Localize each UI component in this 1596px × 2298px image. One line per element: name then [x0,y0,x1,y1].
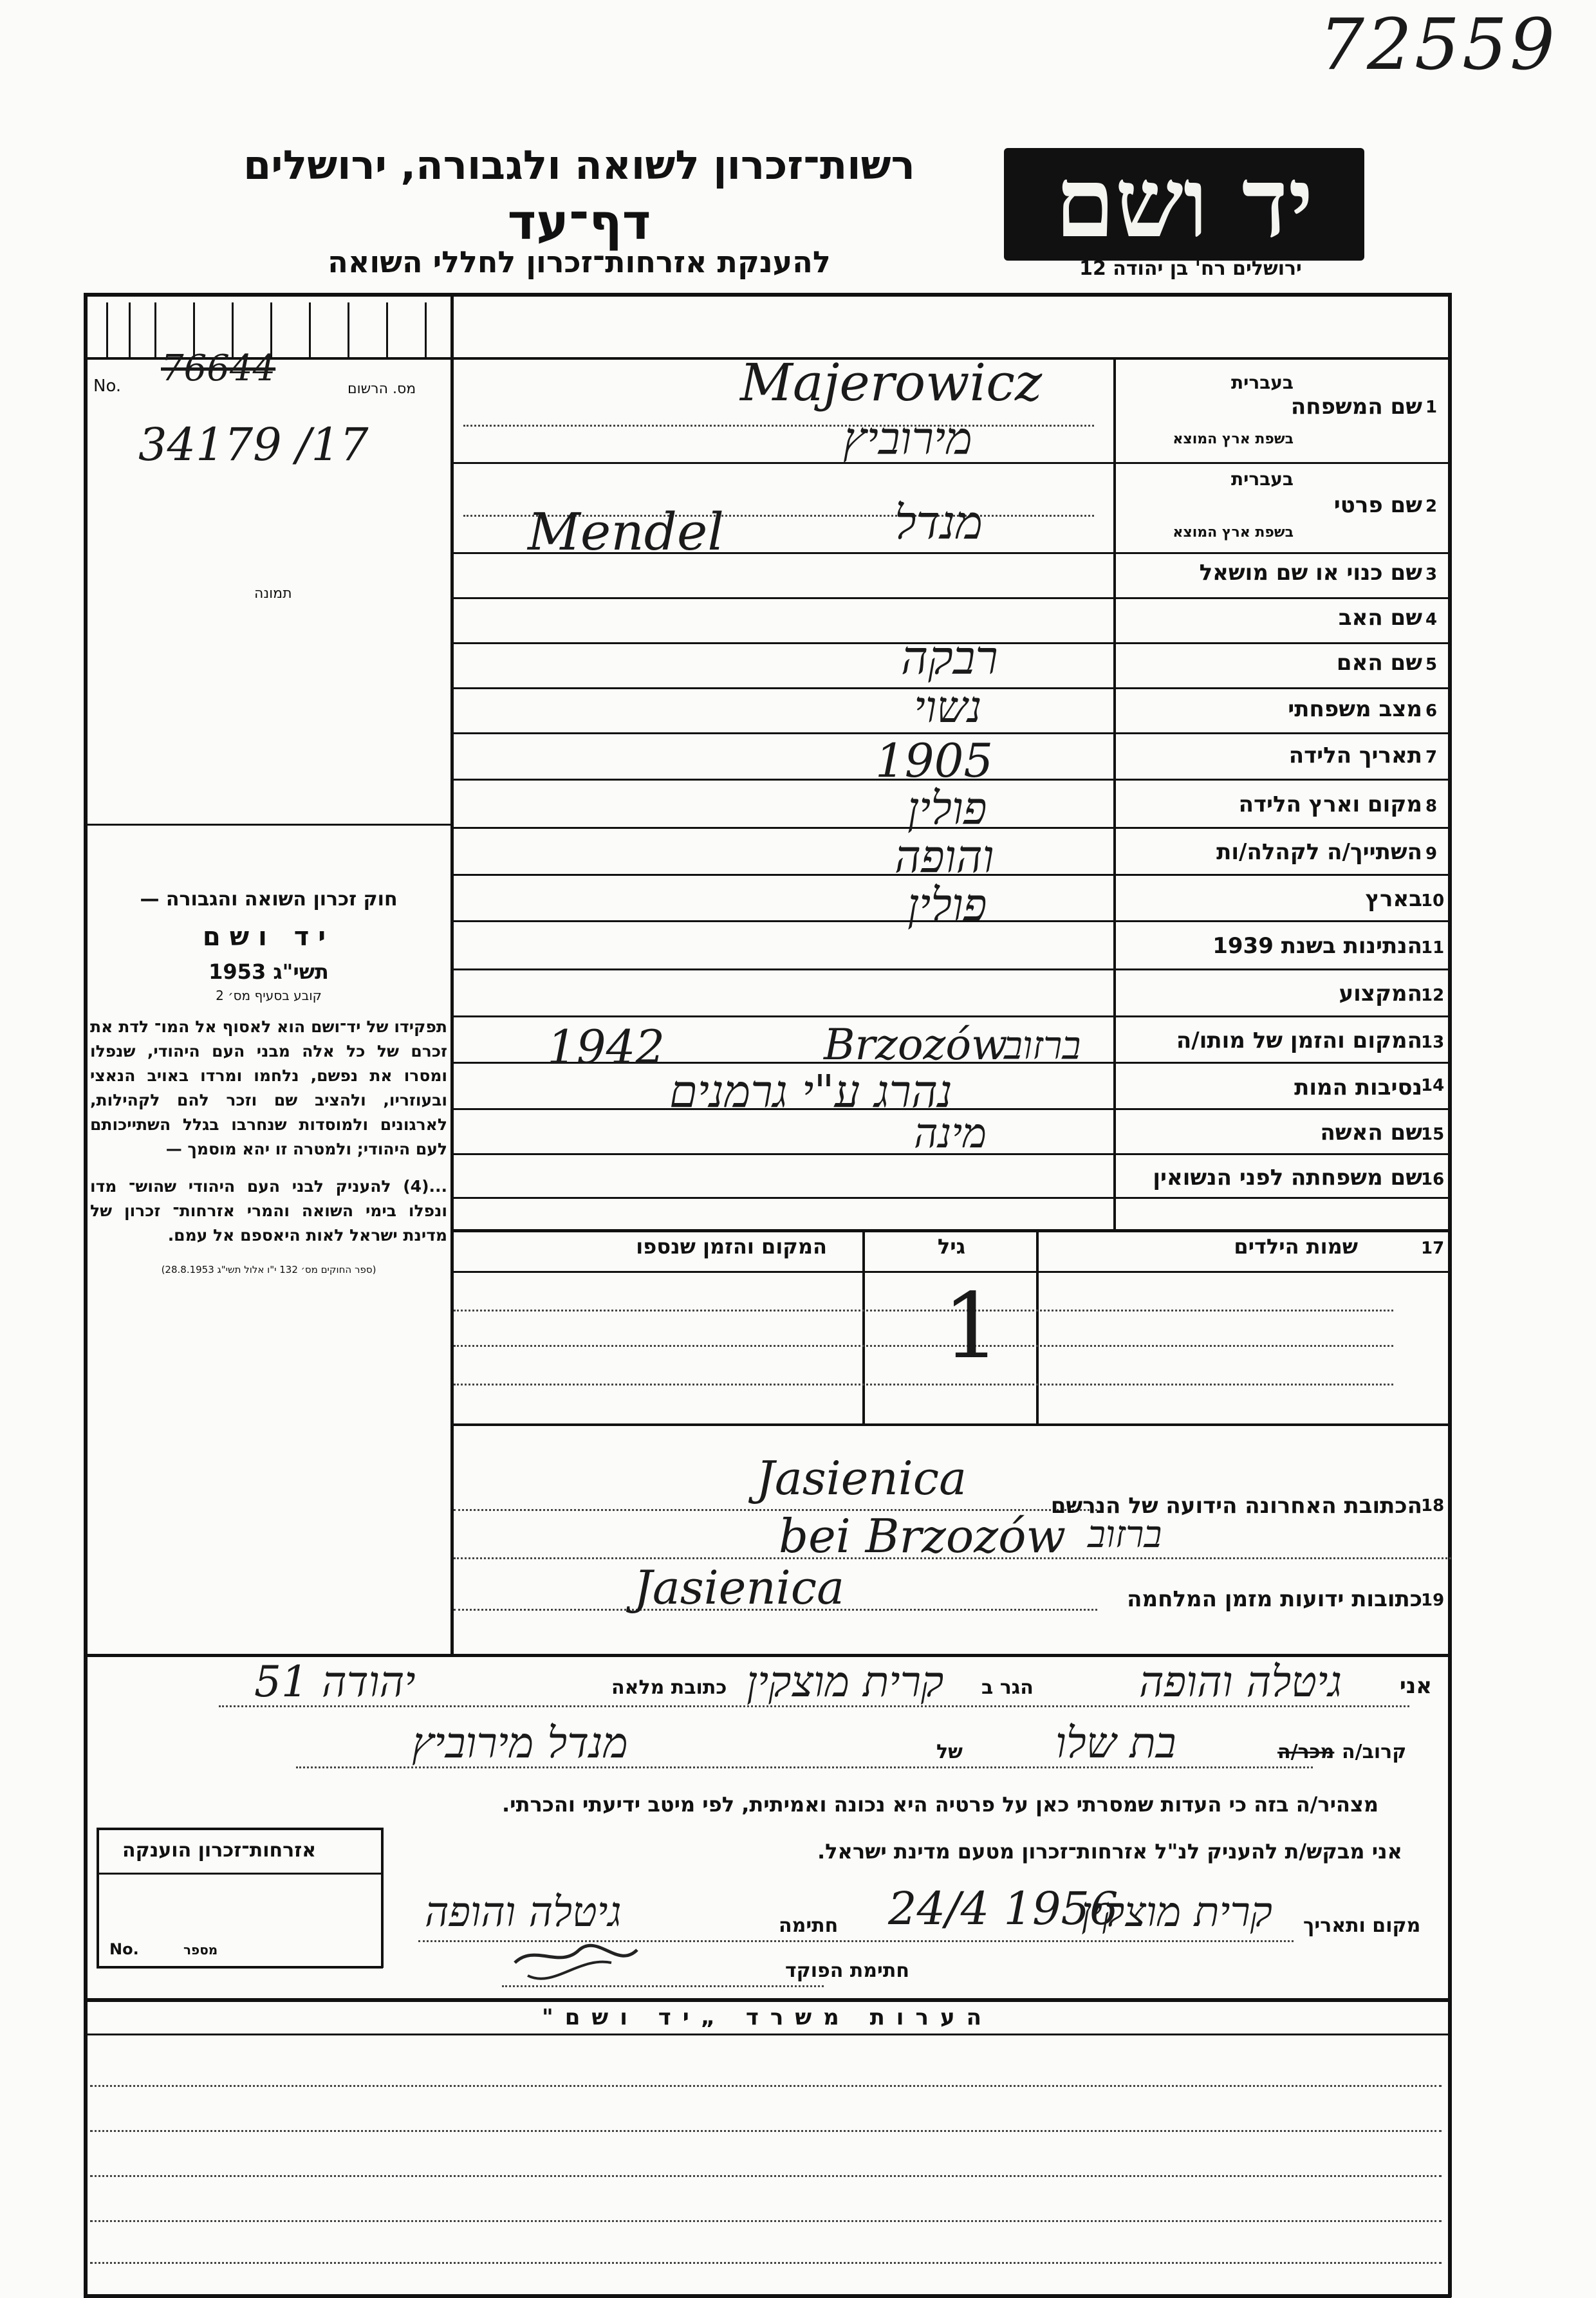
community: והופה [895,830,994,883]
field-19-label: כתובות ידועות מזמן המלחמה [1127,1586,1422,1612]
form-subtitle: להענקת אזרחות־זכרון לחללי השואה [328,245,831,279]
decl-date: 24/4 1956 [888,1882,1118,1935]
stamp-box-number-label: מספר [183,1942,218,1958]
reg-number: 34179 /17 [138,418,369,471]
field-15-label: שם האשה [1320,1120,1422,1145]
field-12-num: 12 [1421,986,1445,1005]
field-3-label: שם כנוי או שם מושאל [1199,560,1422,586]
death-place-hebrew: ברזוב [1004,1023,1081,1068]
field-13-label: המקום והזמן של מותו/ה [1176,1028,1422,1053]
logo-address: ירושלים רח' בן יהודה 12 [1079,257,1302,280]
field-1-num: 1 [1425,398,1438,417]
field-19-num: 19 [1421,1591,1445,1610]
reg-number-struck: 76644 [161,347,276,389]
field-1-sub-native: בשפת ארץ המוצא [1173,431,1294,447]
reg-label: מס. הרשום [348,381,416,397]
last-address-line2: bei Brzozów [779,1509,1066,1563]
stamp-box-title: אזרחות־זכרון הוענקה [122,1839,317,1862]
law-clause: קובע בסעיף מס׳ 2 [216,988,322,1003]
decl-signature: גיטלה והופה [425,1889,622,1936]
officer-signature-label: חתימת הפוקד [785,1960,909,1982]
decl-name: גיטלה והופה [1139,1657,1342,1707]
country: פולין [907,878,987,931]
field-7-num: 7 [1425,748,1438,767]
field-9-label: השתייך/ה לקהלה/ות [1216,839,1422,865]
field-11-num: 11 [1421,938,1445,958]
authority-title: רשות־זכרון לשואה ולגבורה, ירושלים [243,142,915,189]
field-2-label: שם פרטי [1333,492,1422,518]
last-address-line1: Jasienica [756,1451,967,1505]
decl-relation-label: קרוב/ה [1342,1741,1407,1763]
field-2-sub-native: בשפת ארץ המוצא [1173,524,1294,541]
field-2-num: 2 [1425,497,1438,516]
field-2-sub-hebrew: בעברית [1230,468,1294,490]
surname-native: Majerowicz [740,353,1043,412]
death-place: Brzozów [824,1020,1008,1070]
decl-relation: בת שלו [1055,1718,1176,1768]
law-year: תשי"ג 1953 [209,959,329,984]
decl-of: של [936,1741,963,1763]
field-5-num: 5 [1425,655,1438,674]
decl-relative-name: מנדל מירוביץ [412,1718,628,1768]
decl-place: קרית מוצקין [1081,1889,1273,1936]
remarks-title: הערות משרד „יד ושם" [542,2005,993,2030]
field-8-num: 8 [1425,797,1438,816]
law-name: יד ושם [202,922,335,952]
death-circumstances: נהרג ע"י גרמנים [669,1065,952,1118]
wife-name: מינה [914,1110,987,1158]
field-10-num: 10 [1421,891,1445,911]
place-date-label: מקום ותאריך [1303,1914,1421,1937]
field-14-num: 14 [1421,1076,1445,1095]
field-11-label: הנתינות בשנת 1939 [1212,933,1422,959]
yad-vashem-logo: יד ושם [1004,148,1364,261]
children-age-header: גיל [937,1234,965,1259]
field-1-label: שם המשפחה [1290,394,1422,420]
law-source: (ספר החוקים מס׳ 132 י"ו אלול תשי"ג 28.8.1953) [161,1264,376,1275]
field-10-label: בארץ [1365,886,1422,912]
death-year: 1942 [547,1020,665,1074]
signature-label: חתימה [779,1914,839,1937]
field-18-label: הכתובת האחרונה הידועה של הנרשם [1050,1493,1422,1519]
field-13-num: 13 [1421,1033,1445,1052]
mother-name: רבקה [901,631,998,685]
children-names-header: שמות הילדים [1234,1234,1358,1259]
stamp-box-no: No. [109,1940,139,1958]
field-12-label: המקצוע [1339,981,1422,1006]
decl-full-address-label: כתובת מלאה [611,1676,727,1699]
firstname-hebrew: מנדל [895,496,983,550]
decl-city: קרית מוצקין [747,1657,944,1707]
field-14-label: נסיבות המות [1294,1075,1422,1100]
last-address-line2-hebrew: ברזוב [1088,1512,1162,1556]
photo-label: תמונה [254,586,292,602]
decl-ani: אני [1399,1673,1432,1699]
field-17-num: 17 [1421,1239,1445,1258]
field-16-label: שם משפחתה לפני הנשואין [1153,1165,1422,1191]
children-count: 1 [943,1274,1001,1379]
firstname-native: Mendel [528,502,724,562]
law-text-2: ...(4) להעניק לבני העם היהודי שהוש־ מדו ונפלו בימי השואה והמרי אזרחות־ זכרון של מדינת ישראל לאות היאספם אל עמם. [90,1177,447,1245]
field-7-label: תאריך הלידה [1288,743,1422,768]
war-address: Jasienica [634,1561,845,1615]
law-text-1: תפקידו של יד־ושם הוא לאסוף אל המו־ לדת את זכרם של כל אלה מבני העם היהודי, שנפלו ומסרו את נפשם, נלחמו ומרדו באויב הנאצי ובעוזריו, ולהציב שם וזכר להם לקהילות, לארגונים ולמוסדות שנחרבו בגלל השתייכותם לעם היהודי; ולמטרה זו יהא מוסמך — [90,1017,447,1158]
surname-hebrew: מירוביץ [843,412,972,465]
form-title: דף־עד [507,193,651,250]
birth-place: פולין [907,782,987,835]
decl-resides: הגר ב [981,1676,1034,1699]
archive-number: 72559 [1319,3,1557,86]
field-16-num: 16 [1421,1170,1445,1189]
children-place-header: המקום והזמן שנספו [636,1234,827,1259]
field-3-num: 3 [1425,565,1438,584]
field-1-sub-hebrew: בעברית [1230,372,1294,393]
decl-statement-1: מצהיר/ה בזה כי העדות שמסרתי כאן על פרטיה היא נכונה ואמיתית, לפי מיטב ידיעתי והכרתי. [502,1792,1379,1817]
field-4-label: שם האב [1338,605,1422,631]
birth-date: 1905 [875,734,994,788]
law-title: חוק זכרון השואה והגבורה — [140,888,398,911]
reg-no-label: No. [93,376,122,396]
field-15-num: 15 [1421,1125,1445,1144]
field-6-num: 6 [1425,701,1438,721]
marital-status: נשוי [914,682,982,733]
decl-street: יהודה 51 [254,1657,416,1707]
decl-statement-2: אני מבקש/ת להעניק לנ"ל אזרחות־זכרון מטעם מדינת ישראל. [817,1839,1402,1864]
field-9-num: 9 [1425,844,1438,864]
field-18-num: 18 [1421,1496,1445,1515]
field-4-num: 4 [1425,610,1438,629]
field-8-label: מקום וארץ הלידה [1238,792,1422,817]
field-5-label: שם האם [1336,650,1422,676]
field-6-label: מצב משפחתי [1288,696,1422,722]
decl-relation-struck: מכר/ה [1277,1741,1335,1763]
